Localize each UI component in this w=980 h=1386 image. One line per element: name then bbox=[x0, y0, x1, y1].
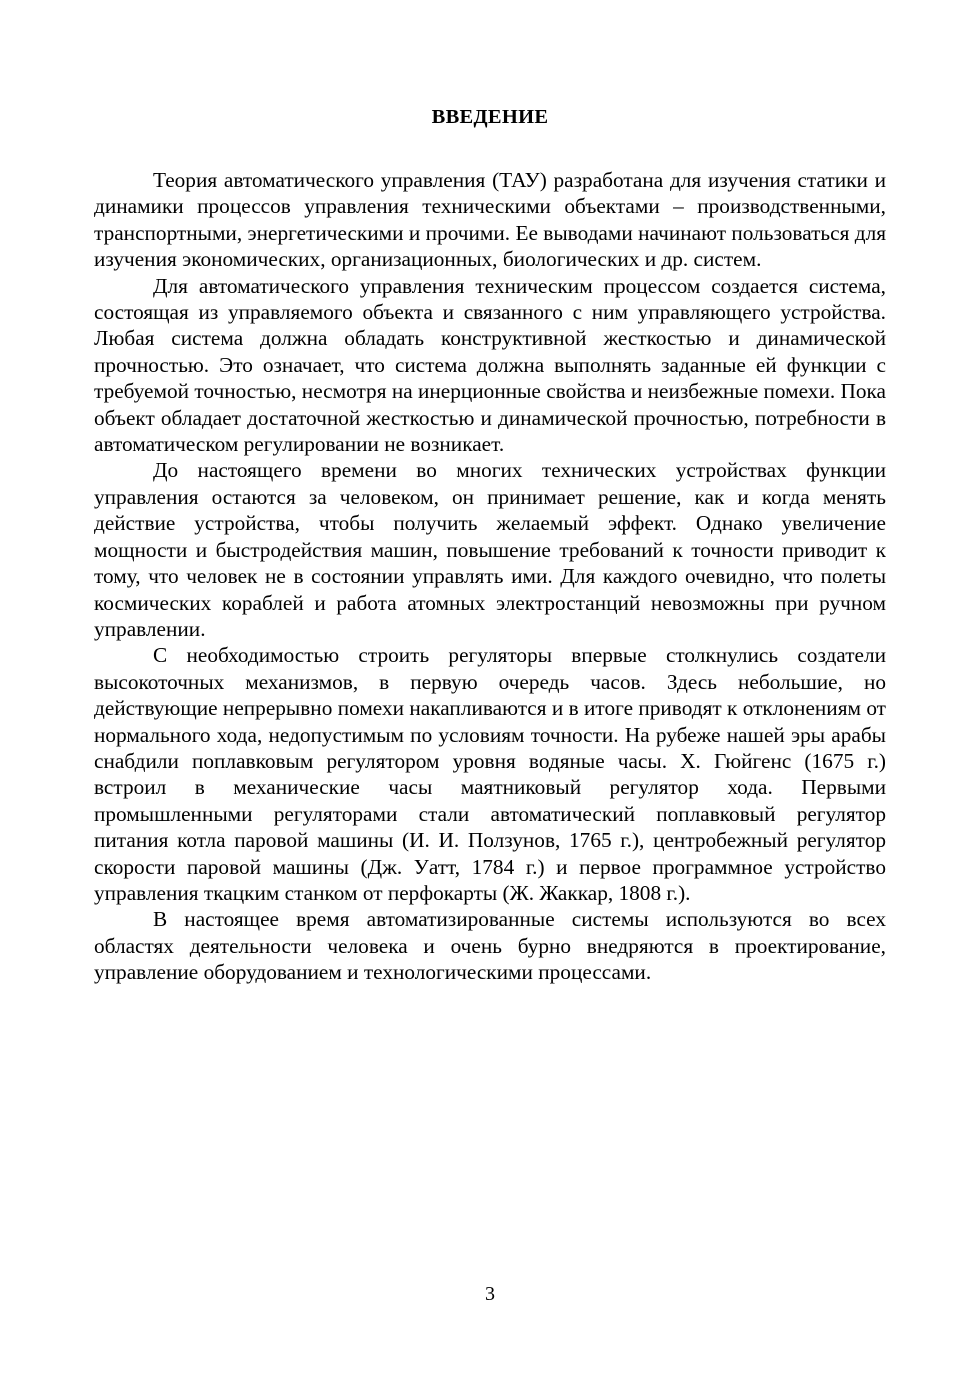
paragraph-5: В настоящее время автоматизированные системы используются во всех областях деятельности человека и очень бурно внедряются в проектирование, управление оборудованием и технологическими процессами. bbox=[94, 907, 886, 985]
paragraph-3: До настоящего времени во многих технических устройствах функции управления остаются за человеком, он принимает решение, как и когда менять действие устройства, чтобы получить желаемый эффект. Однако увеличение мощности и быстродействия машин, повышение требований к точности приводит к тому, что человек не в состоянии управлять ими. Для каждого очевидно, что полеты космических кораблей и работа атомных электростанций невозможны при ручном управлении. bbox=[94, 458, 886, 641]
paragraph-4: С необходимостью строить регуляторы впервые столкнулись создатели высокоточных механизмов, в первую очередь часов. Здесь небольшие, но действующие непрерывно помехи накапливаются и в итоге приводят к отклонениям от нормального хода, недопустимым по условиям точности. На рубеже нашей эры арабы снабдили поплавковым регулятором уровня водяные часы. Х. Гюйгенс (1675 г.) встроил в механические часы маятниковый регулятор хода. Первыми промышленными регуляторами стали автоматический поплавковый регулятор питания котла паровой машины (И. И. Ползунов, 1765 г.), центробежный регулятор скорости паровой машины (Дж. Уатт, 1784 г.) и первое программное устройство управления ткацким станком от перфокарты (Ж. Жаккар, 1808 г.). bbox=[94, 643, 886, 905]
paragraph-2: Для автоматического управления техническим процессом создается система, состоящая из управляемого объекта и связанного с ним управляющего устройства. Любая система должна обладать конструктивной жесткостью и динамической прочностью. Это означает, что система должна выполнять заданные ей функции с требуемой точностью, несмотря на инерционные свойства и неизбежные помехи. Пока объект обладает достаточной жесткостью и динамической прочностью, потребности в автоматическом регулировании не возникает. bbox=[94, 273, 886, 457]
page-title: ВВЕДЕНИЕ bbox=[431, 106, 549, 128]
page-number: 3 bbox=[485, 1283, 495, 1305]
paragraph-1: Теория автоматического управления (ТАУ) разработана для изучения статики и динамики процессов управления техническими объектами – производственными, транспортными, энергетическими и прочими. Ее выводами начинают пользоваться для изучения экономических, организационных, биологических и др. систем. bbox=[94, 168, 886, 272]
document-body bbox=[94, 167, 886, 986]
